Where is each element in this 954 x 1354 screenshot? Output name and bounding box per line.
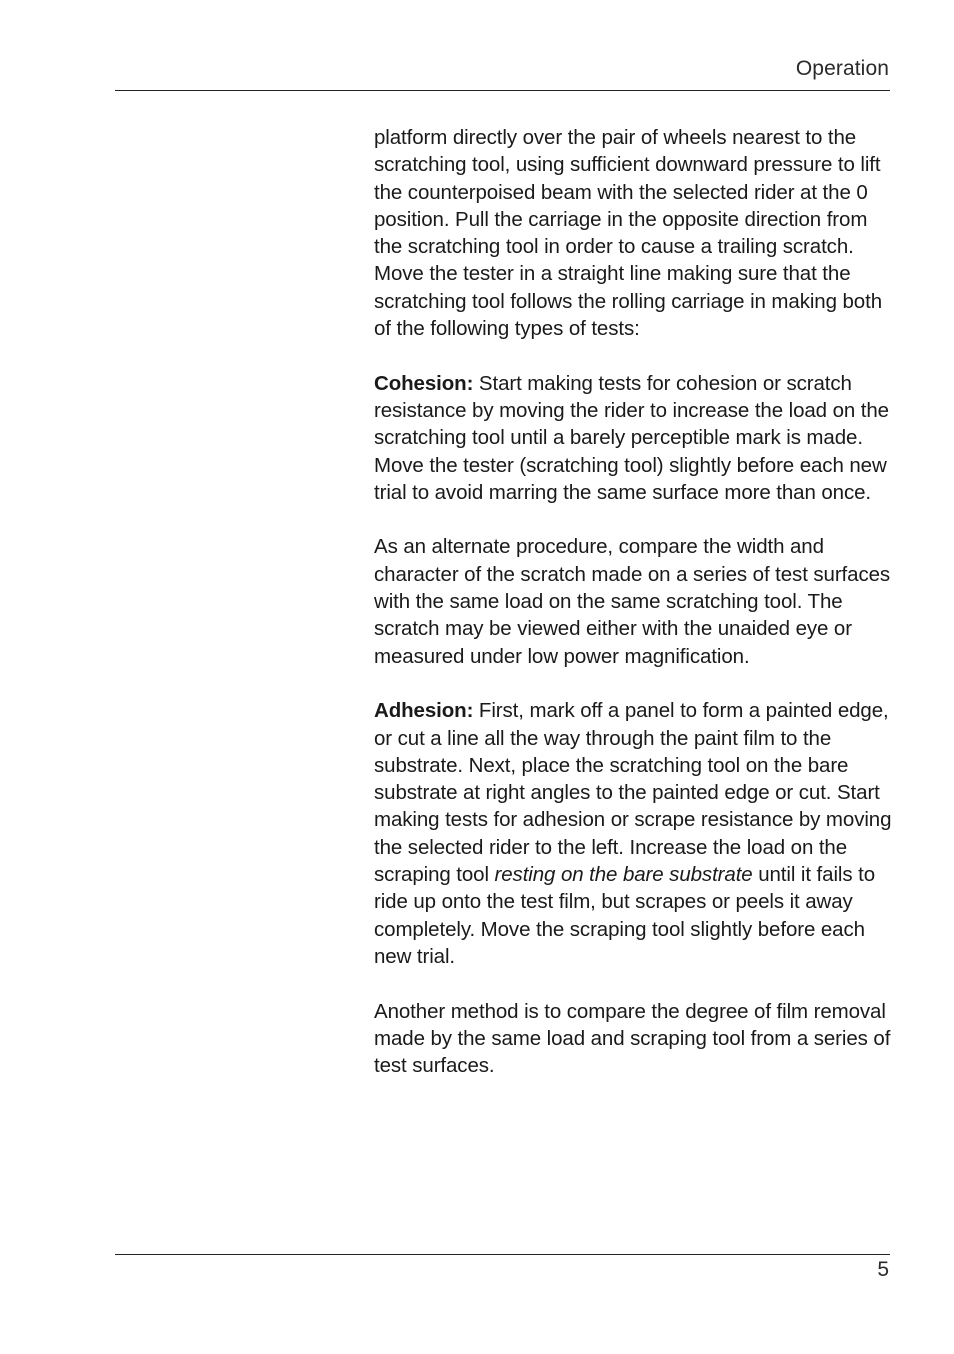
footer-rule [115,1254,890,1255]
paragraph-another-method: Another method is to compare the degree of film removal made by the same load and scraping tool from a series of test surfaces. [374,999,891,1078]
cohesion-label: Cohesion: [374,371,474,395]
body-text [374,124,894,1107]
adhesion-text-after: until it fails to ride up onto the test film, but scrapes or peels it away completely. Move the scraping tool slightly before each new trial. [374,863,876,968]
paragraph-intro: platform directly over the pair of wheels nearest to the scratching tool, using sufficient downward pressure to lift the counterpoised beam with the selected rider at the 0 position. Pull the carriage in the opposite direction from the scratching tool in order to cause a trailing scratch. Move the tester in a straight line making sure that the scratching tool follows the rolling carriage in making both of the following types of tests: [374,126,883,341]
running-header-title: Operation [795,57,889,80]
header-rule [115,90,890,91]
adhesion-text-before: First, mark off a panel to form a painted edge, or cut a line all the way through the paint film to the substrate. Next, place the scratching tool on the bare substrate at right angles to the painted edge or cut. Start making tests for adhesion or scrape resistance by moving the selected rider to the left. Increase the load on the scraping tool [374,699,892,887]
page-number: 5 [877,1258,889,1281]
paragraph-adhesion [374,697,894,970]
paragraph-cohesion [374,370,894,506]
adhesion-text-italic: resting on the bare substrate [494,863,753,887]
paragraph-alternate-procedure: As an alternate procedure, compare the width and character of the scratch made on a series of test surfaces with the same load on the same scratching tool. The scratch may be viewed either with the unaided eye or measured under low power magnification. [374,535,891,668]
cohesion-text: Start making tests for cohesion or scratch resistance by moving the rider to increase the load on the scratching tool until a barely perceptible mark is made. Move the tester (scratching tool) slightly before each new trial to avoid marring the same surface more than once. [374,371,889,504]
adhesion-label: Adhesion: [374,699,474,723]
